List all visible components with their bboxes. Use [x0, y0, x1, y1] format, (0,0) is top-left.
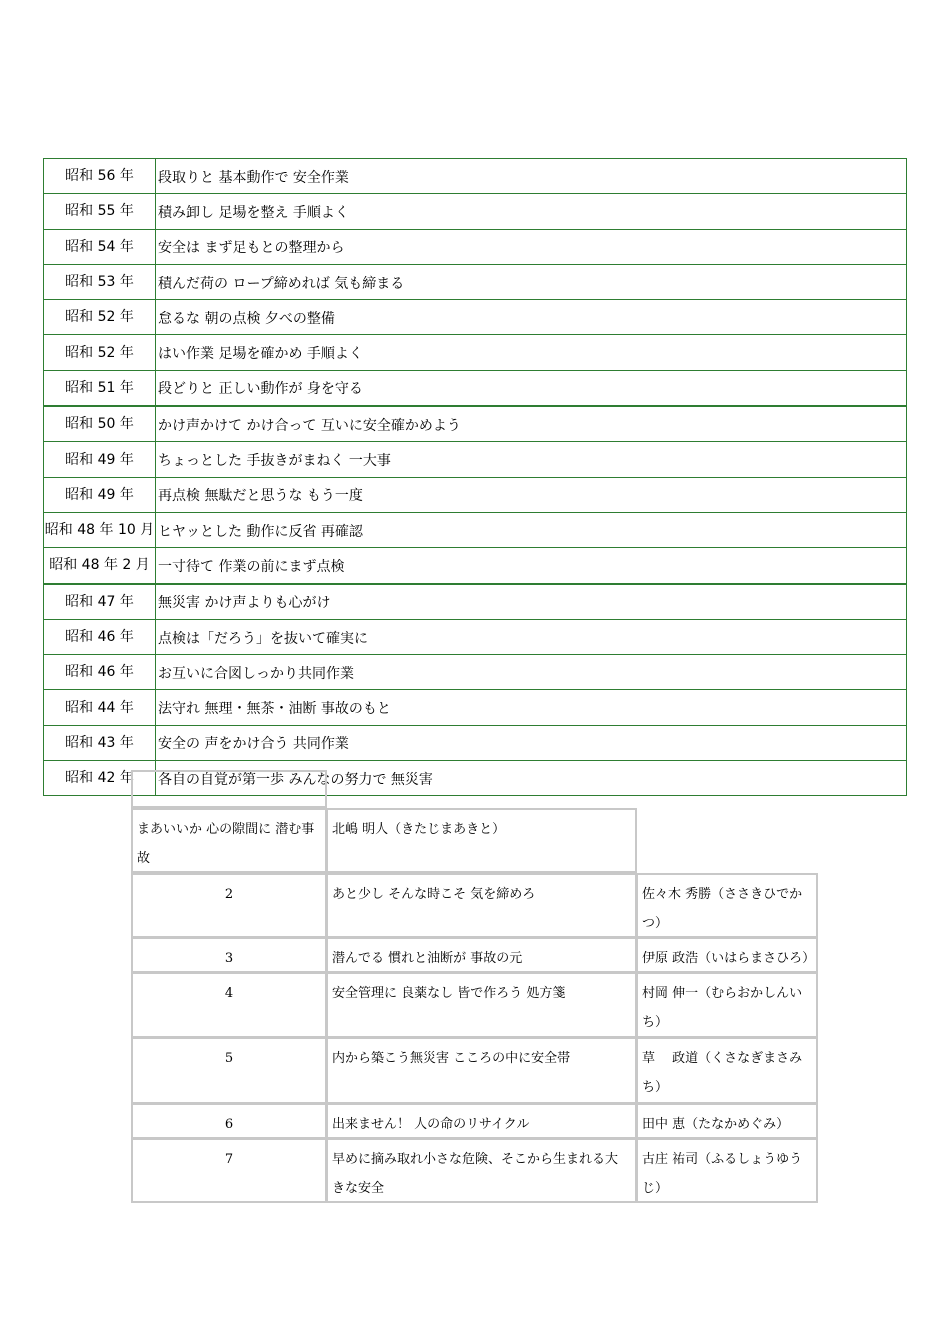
entry-number-cell	[131, 1138, 327, 1203]
entry-slogan-cell	[326, 972, 637, 1038]
entry-number-cell	[131, 873, 327, 938]
slogan-text: 点検は「だろう」を抜いて確実に	[156, 619, 907, 654]
slogan-text: ヒヤッとした 動作に反省 再確認	[156, 512, 907, 547]
slogan-text: お互いに合図しっかり共同作業	[156, 655, 907, 690]
slogan-text: 各自の自覚が第一歩 みんなの努力で 無災害	[156, 761, 907, 796]
entry-slogan: 内から築こう無災害 こころの中に安全帯	[332, 1051, 571, 1066]
slogan-history-table	[43, 158, 907, 796]
slogan-year: 昭和 48 年 2 月	[44, 548, 156, 584]
slogan-row	[44, 690, 907, 725]
slogan-row	[44, 548, 907, 584]
entry-slogan: あと少し そんな時こそ 気を締めろ	[332, 887, 536, 902]
slogan-year: 昭和 52 年	[44, 300, 156, 335]
entry-number: 5	[224, 1051, 234, 1066]
slogan-row	[44, 477, 907, 512]
slogan-row	[44, 619, 907, 654]
slogan-year: 昭和 53 年	[44, 264, 156, 299]
entry-author: 村岡 伸一（むらおかしんいち）	[642, 986, 803, 1030]
slogan-row	[44, 406, 907, 442]
slogan-year: 昭和 48 年 10 月	[44, 512, 156, 547]
entry-author-cell	[326, 808, 637, 873]
entry-author: 佐々木 秀勝（ささきひでかつ）	[642, 887, 803, 931]
slogan-year: 昭和 43 年	[44, 725, 156, 760]
entry-number: 4	[224, 986, 234, 1001]
entry-slogan-cell	[131, 808, 327, 873]
entry-slogan: 出来ません！ 人の命のリサイクル	[332, 1117, 530, 1132]
entry-number: 7	[224, 1152, 234, 1167]
slogan-text: 一寸待て 作業の前にまず点検	[156, 548, 907, 584]
slogan-year: 昭和 46 年	[44, 655, 156, 690]
slogan-text: はい作業 足場を確かめ 手順よく	[156, 335, 907, 370]
entry-slogan-cell	[326, 1103, 637, 1139]
slogan-year: 昭和 56 年	[44, 159, 156, 194]
slogan-row	[44, 655, 907, 690]
entry-author-cell	[636, 1103, 818, 1139]
slogan-text: かけ声かけて かけ合って 互いに安全確かめよう	[156, 406, 907, 442]
entry-author: 古庄 祐司（ふるしょうゆうじ）	[642, 1152, 803, 1196]
slogan-year: 昭和 42 年	[44, 761, 156, 796]
slogan-row	[44, 370, 907, 406]
slogan-row	[44, 512, 907, 547]
entry-author: 伊原 政浩（いはらまさひろ）	[642, 951, 816, 966]
entry-author: 草 政道（くさなぎまさみち）	[642, 1051, 803, 1095]
slogan-row	[44, 584, 907, 620]
entry-author-cell	[636, 873, 818, 938]
entry-slogan: 安全管理に 良薬なし 皆で作ろう 処方箋	[332, 986, 566, 1001]
slogan-row	[44, 229, 907, 264]
entry-number-cell	[131, 972, 327, 1038]
slogan-year: 昭和 54 年	[44, 229, 156, 264]
slogan-year: 昭和 50 年	[44, 406, 156, 442]
slogan-year: 昭和 47 年	[44, 584, 156, 620]
slogan-row	[44, 264, 907, 299]
slogan-row	[44, 194, 907, 229]
entry-slogan: まあいいか 心の隙間に 潜む事故	[137, 822, 315, 866]
slogan-text: 再点検 無駄だと思うな もう一度	[156, 477, 907, 512]
slogan-text: 安全は まず足もとの整理から	[156, 229, 907, 264]
entry-number-cell	[131, 937, 327, 973]
entry-slogan-cell	[326, 937, 637, 973]
slogan-text: ちょっとした 手抜きがまねく 一大事	[156, 442, 907, 477]
slogan-text: 積んだ荷の ロープ締めれば 気も締まる	[156, 264, 907, 299]
entry-slogan-cell	[326, 1138, 637, 1203]
slogan-year: 昭和 55 年	[44, 194, 156, 229]
slogan-row	[44, 442, 907, 477]
slogan-text: 怠るな 朝の点検 夕べの整備	[156, 300, 907, 335]
entry-slogan: 潜んでる 慣れと油断が 事故の元	[332, 951, 523, 966]
slogan-text: 段取りと 基本動作で 安全作業	[156, 159, 907, 194]
entry-number: 3	[224, 951, 234, 966]
slogan-year: 昭和 44 年	[44, 690, 156, 725]
entry-number-cell	[131, 1103, 327, 1139]
entry-author: 北嶋 明人（きたじまあきと）	[332, 822, 506, 837]
slogan-year: 昭和 52 年	[44, 335, 156, 370]
slogan-year: 昭和 51 年	[44, 370, 156, 406]
slogan-year: 昭和 46 年	[44, 619, 156, 654]
header-blank-cell	[131, 770, 327, 808]
slogan-row	[44, 335, 907, 370]
entry-slogan: 早めに摘み取れ小さな危険、そこから生まれる大きな安全	[332, 1152, 619, 1196]
entry-author-cell	[636, 1138, 818, 1203]
slogan-row	[44, 725, 907, 760]
slogan-text: 段どりと 正しい動作が 身を守る	[156, 370, 907, 406]
entry-number: 2	[224, 887, 234, 902]
entry-author-cell	[636, 937, 818, 973]
slogan-text: 無災害 かけ声よりも心がけ	[156, 584, 907, 620]
slogan-year: 昭和 49 年	[44, 442, 156, 477]
entry-slogan-cell	[326, 1037, 637, 1104]
slogan-year: 昭和 49 年	[44, 477, 156, 512]
slogan-text: 法守れ 無理・無茶・油断 事故のもと	[156, 690, 907, 725]
entry-author: 田中 恵（たなかめぐみ）	[642, 1117, 790, 1132]
entry-author-cell	[636, 972, 818, 1038]
slogan-text: 安全の 声をかけ合う 共同作業	[156, 725, 907, 760]
entry-number-cell	[131, 1037, 327, 1104]
entry-number: 6	[224, 1117, 234, 1132]
entry-slogan-cell	[326, 873, 637, 938]
slogan-text: 積み卸し 足場を整え 手順よく	[156, 194, 907, 229]
slogan-row	[44, 300, 907, 335]
slogan-row	[44, 159, 907, 194]
entry-author-cell	[636, 1037, 818, 1104]
